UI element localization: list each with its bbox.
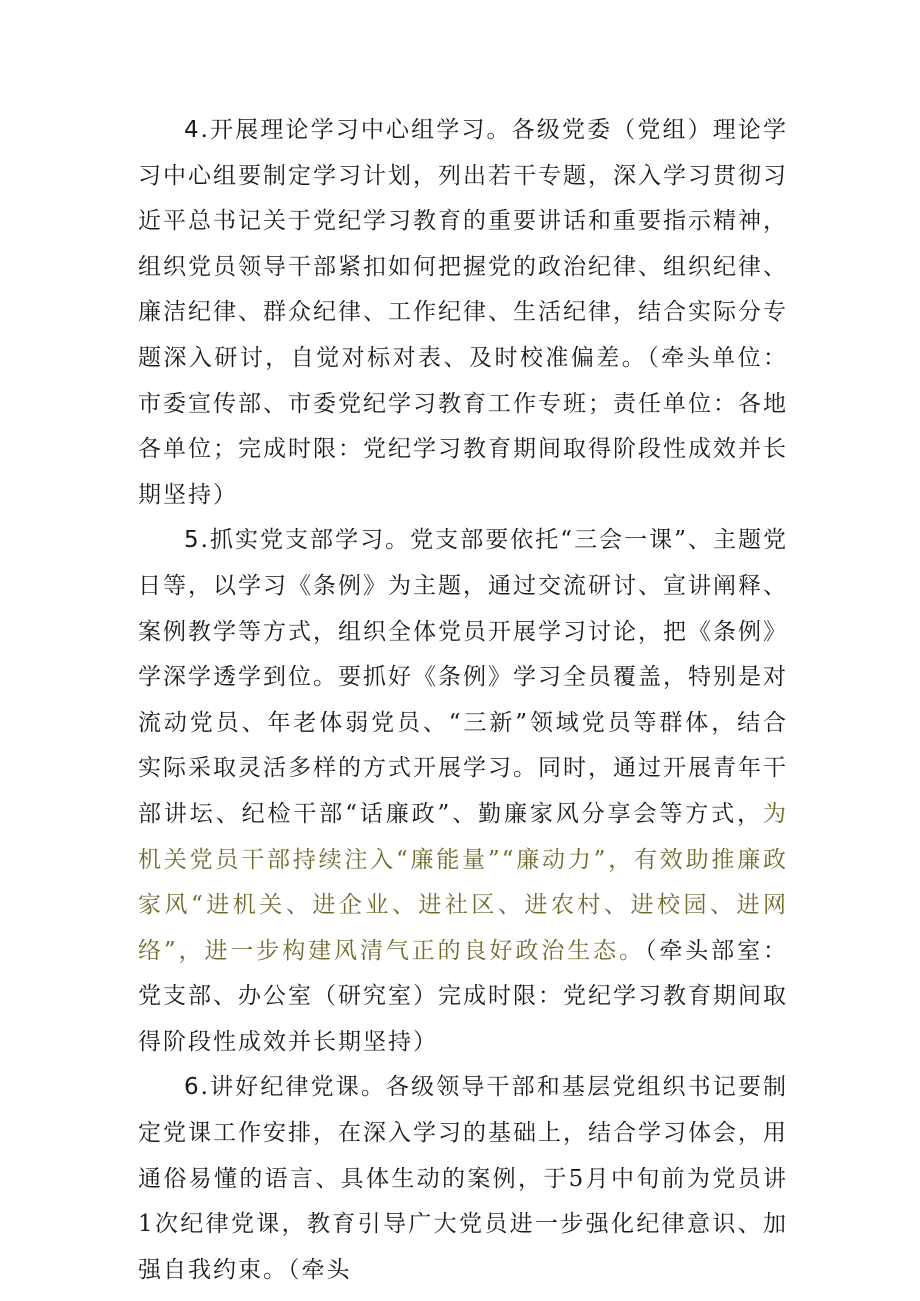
paragraph-text: .抓实党支部学习。党支部要依托“三会一课”、主题党日等，以学习《条例》为主题，通过交流研讨、宣讲阐释、案例教学等方式，组织全体党员开展学习讨论，把《条例》学深学透学到位。要抓好《条例》学习全员覆盖，特别是对流动党员、年老体弱党员、“三新”领域党员等群体，结合实际采取灵活多样的方式开展学习。同时，通过开展青年干部讲坛、纪检干部“话廉政”、勤廉家风分享会等方式， xyxy=(138,527,788,827)
document-body xyxy=(138,108,788,1293)
paragraph-text: .讲好纪律党课。各级领导干部和基层党组织书记要制定党课工作安排，在深入学习的基础上，结合学习体会，用通俗易懂的语言、具体生动的案例，于5月中旬前为党员讲1次纪律党课，教育引导广大党员进一步强化纪律意识、加强自我约束。（牵头 xyxy=(138,1074,788,1283)
paragraph-text: .开展理论学习中心组学习。各级党委（党组）理论学习中心组要制定学习计划，列出若干专题，深入学习贯彻习近平总书记关于党纪学习教育的重要讲话和重要指示精神，组织党员领导干部紧扣如何把握党的政治纪律、组织纪律、廉洁纪律、群众纪律、工作纪律、生活纪律，结合实际分专题深入研讨，自觉对标对表、及时校准偏差。（牵头单位：市委宣传部、市委党纪学习教育工作专班；责任单位：各地各单位；完成时限：党纪学习教育期间取得阶段性成效并长期坚持） xyxy=(138,117,788,508)
paragraph-5 xyxy=(138,518,788,1065)
paragraph-tail: （牵头部室：党支部、办公室（研究室）完成时限：党纪学习教育期间取得阶段性成效并长期坚持） xyxy=(138,937,789,1055)
paragraph-number: 4 xyxy=(184,117,201,143)
paragraph-number: 5 xyxy=(184,527,201,554)
highlighted-text: 为机关党员干部持续注入“廉能量”“廉动力”，有效助推廉政家风“进机关、进企业、进社区、进农村、进校园、进网络”，进一步构建风清气正的良好政治生态。 xyxy=(138,800,788,964)
paragraph-6 xyxy=(138,1065,788,1293)
paragraph-number: 6 xyxy=(184,1074,201,1101)
paragraph-4 xyxy=(138,108,788,518)
